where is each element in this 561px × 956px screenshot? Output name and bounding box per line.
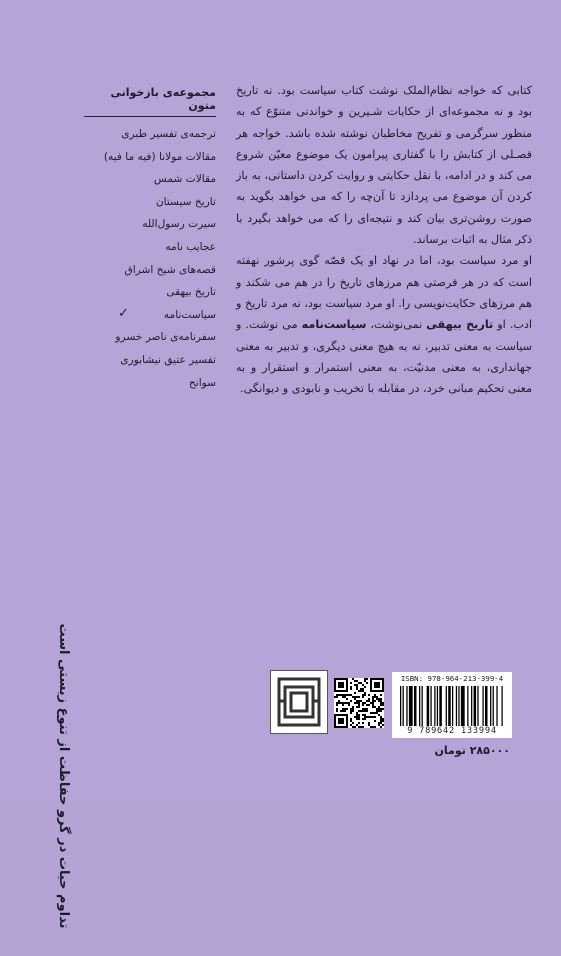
- series-item: تاریخ بیهقی: [166, 286, 216, 299]
- series-item: ترجمه‌ی تفسیر طبری: [121, 128, 216, 140]
- qr-code-icon: [334, 678, 384, 728]
- publisher-logo: [270, 670, 328, 734]
- series-list: [84, 123, 216, 394]
- checkmark-icon: ✓: [118, 305, 129, 321]
- series-item: تاریخ سیستان: [155, 195, 216, 208]
- bold-title-siyasatnameh: سیاست‌نامه: [301, 318, 367, 332]
- synopsis-paragraph-2: او مرد سیاست بود، اما در نهاد او یک قصّه گوی پرشور نهفته است که در هر فرصتی هم مرزهای تاریخ را در هم می شکند و هم مرزهای حکایت‌نویسی را. او مرد سیاست بود، نه مرد تاریخ و ادب. او تاریخ بیهقی نمی‌نوشت، سیاست‌نامه می نوشت. و سیاست به معنی تدبیر، نه به هیچ معنی دیگری، و تدبیر به معنی جهانداری، به معنی مدنیّت، به معنی استمرار و استقرار و به معنی تحکیم مبانی خرد، در مقابله با تخریب و نابودی و دیوانگی.: [236, 254, 532, 396]
- vertical-slogan: تداوم حیات در گرو حفاظت از تنوع زیستی است: [56, 623, 71, 929]
- series-item: تفسیر عتیق نیشابوری: [120, 353, 216, 366]
- series-item: عجایب نامه: [165, 240, 216, 253]
- synopsis-text: [236, 80, 532, 399]
- ean-digits: 9 789642 133994: [407, 726, 497, 736]
- series-item: مقالات مولانا (فیه ما فیه): [103, 150, 216, 163]
- series-title: مجموعه‌ی بازخوانی متون: [84, 86, 216, 117]
- barcode: [392, 672, 512, 738]
- isbn-label: ISBN: 978-964-213-399-4: [400, 674, 504, 683]
- series-list-panel: [84, 86, 216, 394]
- series-item: سیاست‌نامه ✓: [84, 304, 216, 327]
- price-label: ۲۸۵۰۰۰ تومان: [434, 744, 510, 757]
- series-item: سیرت رسول‌الله: [142, 218, 216, 231]
- synopsis-paragraph-1: کتابی که خواجه نظام‌الملک نوشت کتاب سیاست بود. نه تاریخ بود و نه مجموعه‌ای از حکایات شـیرین و خواندنی متنوّع که به منظور سرگرمی و تفریح مخاطبان نوشته شده باشد. خواجه هر فصـلی از کتابش را با گفتاری پیرامون یک موضوع معیّن شروع می کند و در ادامه، با نقل حکایتی و روایت کردن داستانی، به باز کردن آن موضوع می پردازد تا آن‌چه را که می خواهد بگوید به صورت روشن‌تری بیان کند و نتیجه‌ای را که می خواهد بگیرد با ذکر مثال به اثبات برساند.: [236, 84, 532, 247]
- series-item: سفرنامه‌ی ناصر خسرو: [115, 331, 216, 344]
- bold-title-beyhaghi: تاریخ بیهقی: [426, 318, 494, 332]
- series-item: قصه‌های شیخ اشراق: [124, 263, 216, 276]
- series-item: مقالات شمس: [153, 173, 216, 186]
- series-item: سوانح: [188, 376, 216, 389]
